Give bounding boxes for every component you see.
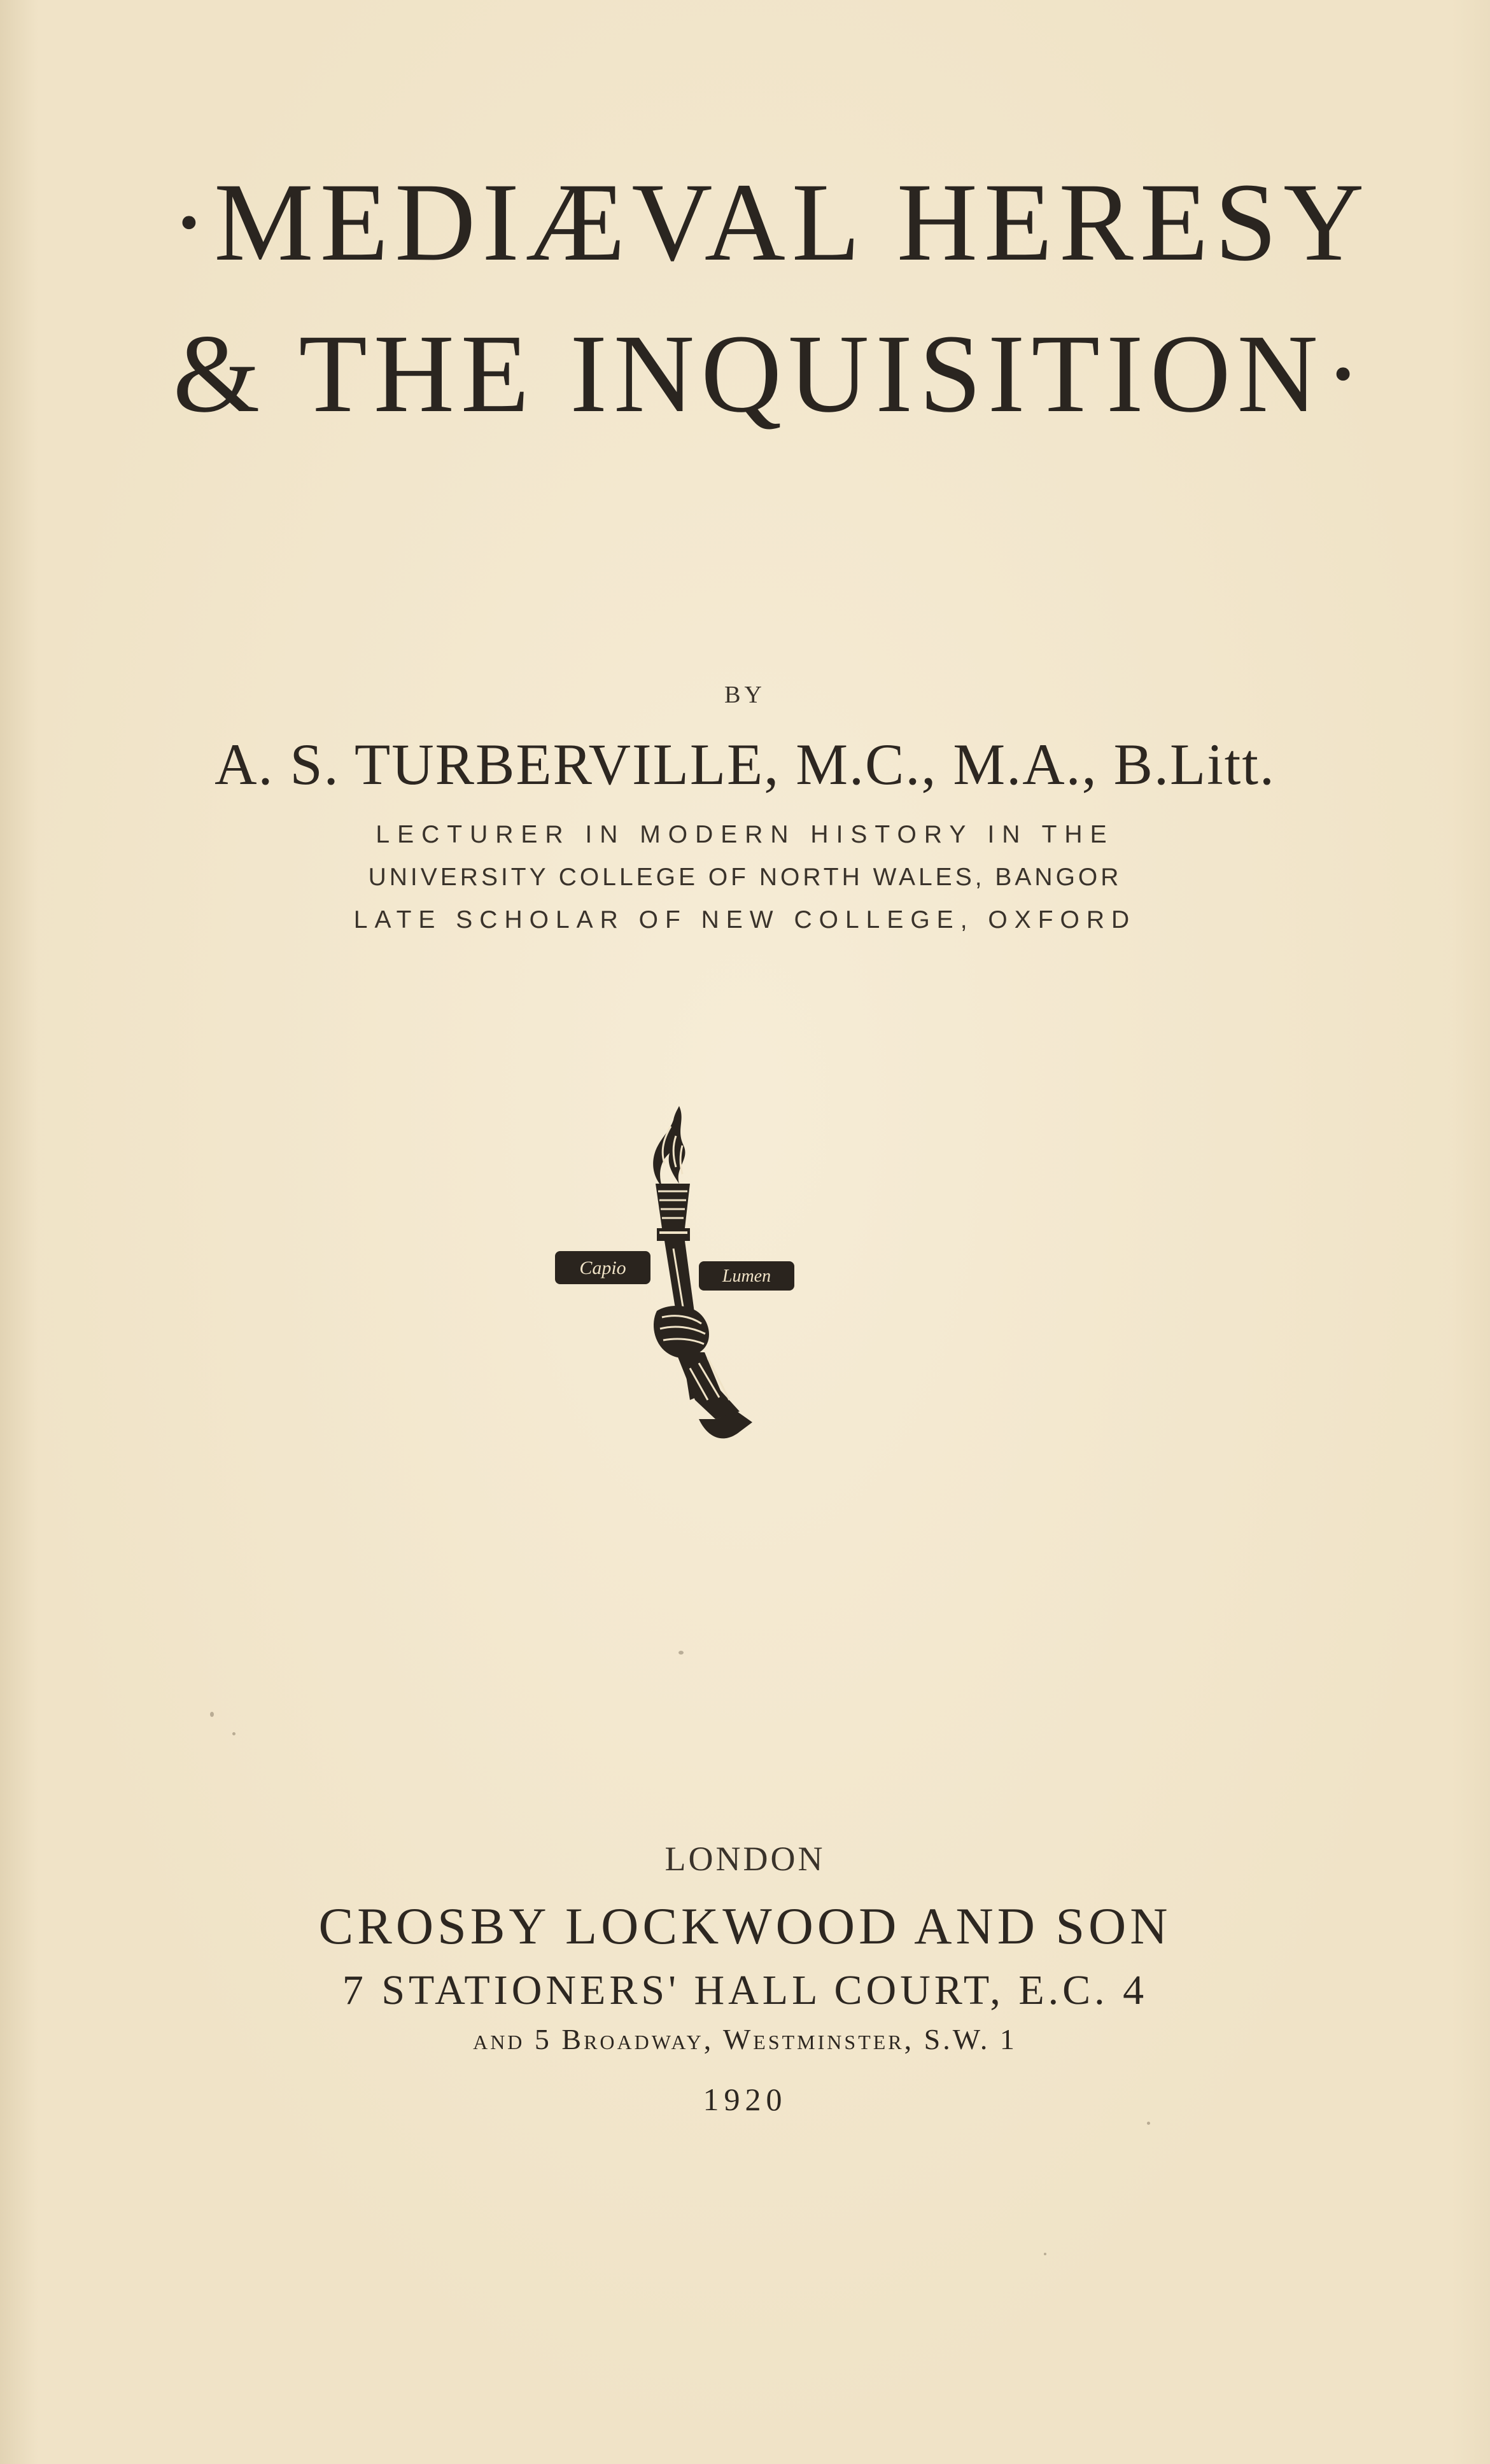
imprint-city: LONDON	[664, 1840, 826, 1878]
device-motto-right: Lumen	[722, 1266, 771, 1286]
device-motto-left: Capio	[579, 1257, 626, 1278]
paper-speck	[678, 1651, 684, 1655]
paper-speck	[1044, 2253, 1046, 2255]
publisher-address-line-1: 7 STATIONERS' HALL COURT, E.C. 4	[342, 1967, 1148, 2013]
torch-in-hand-printers-device-icon	[549, 1101, 803, 1457]
publisher-name: CROSBY LOCKWOOD AND SON	[318, 1897, 1172, 1955]
author-affiliation-line-2: UNIVERSITY COLLEGE OF NORTH WALES, BANGOR	[368, 864, 1122, 891]
paper-speck	[1147, 2122, 1150, 2125]
paper-speck	[210, 1712, 214, 1717]
paper-speck	[232, 1732, 235, 1735]
author-name: A. S. TURBERVILLE, M.C., M.A., B.Litt.	[214, 732, 1276, 797]
publication-year: 1920	[703, 2082, 787, 2117]
by-label: BY	[724, 682, 766, 708]
author-affiliation-line-3: LATE SCHOLAR OF NEW COLLEGE, OXFORD	[353, 906, 1137, 934]
book-title-line-1: ·MEDIÆVAL HERESY	[170, 160, 1371, 284]
author-affiliation-line-1: LECTURER IN MODERN HISTORY IN THE	[376, 821, 1114, 848]
publisher-address-line-2: and 5 Broadway, Westminster, S.W. 1	[473, 2023, 1017, 2055]
book-title-line-2: & THE INQUISITION·	[172, 312, 1368, 436]
